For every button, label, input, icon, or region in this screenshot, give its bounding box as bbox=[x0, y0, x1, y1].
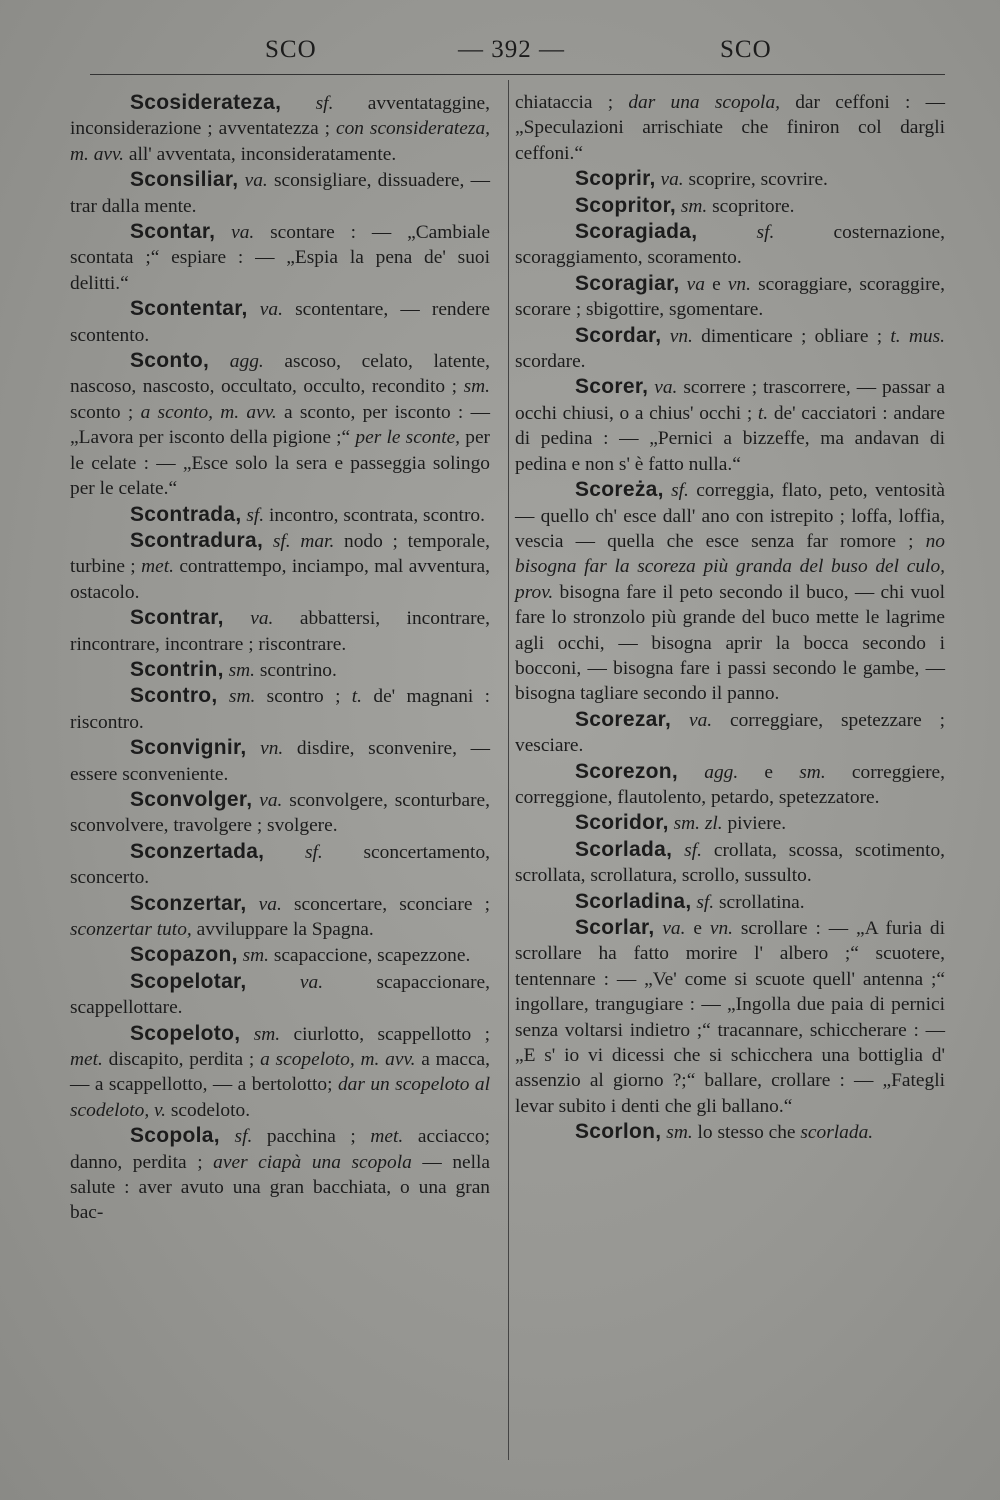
entry-headword: Sconzertada, bbox=[130, 839, 265, 863]
entry-italic-text: sm. bbox=[799, 761, 826, 783]
dictionary-entry bbox=[70, 90, 490, 167]
entry-italic-text: agg. bbox=[209, 351, 264, 373]
entry-italic-text: va. bbox=[223, 608, 274, 630]
entry-italic-text: per le sconte, bbox=[355, 427, 461, 449]
entry-text: dar ceffoni : — „Speculazioni arrischiate che finiron col dargli ceffoni.“ bbox=[515, 92, 945, 164]
dictionary-entry bbox=[515, 219, 945, 271]
dictionary-entry bbox=[70, 528, 490, 605]
entry-italic-text: sf. bbox=[264, 841, 323, 863]
entry-italic-text: va. bbox=[246, 971, 324, 993]
dictionary-entry bbox=[515, 889, 945, 915]
entry-italic-text: t. mus. bbox=[890, 325, 945, 347]
entry-italic-text: sm. bbox=[661, 1122, 693, 1144]
entry-text: avventataggine, inconsiderazione ; avventatezza ; bbox=[70, 93, 490, 140]
dictionary-entry bbox=[70, 605, 490, 657]
entry-italic-text: con sconsiderateza, m. avv. bbox=[70, 118, 490, 165]
entry-text: a macca, — a scappellotto, — a bertolotto; bbox=[70, 1049, 490, 1096]
entry-headword: Scorlon, bbox=[575, 1120, 662, 1144]
entry-text: discapito, perdita ; bbox=[102, 1049, 261, 1071]
entry-italic-text: sm. bbox=[676, 195, 708, 217]
entry-text: e bbox=[704, 273, 728, 295]
entry-text: a sconto, per isconto : — „Lavora per isconto della pigione ;“ bbox=[70, 401, 490, 449]
dictionary-entry bbox=[70, 502, 490, 528]
entry-italic-text: va. bbox=[247, 299, 283, 321]
dictionary-entry bbox=[515, 271, 945, 323]
left-column bbox=[70, 90, 490, 1226]
entry-text: sconcertamento, sconcerto. bbox=[70, 841, 490, 889]
entry-text: incontro, scontrata, scontro. bbox=[264, 504, 485, 526]
entry-headword: Scorer, bbox=[575, 375, 649, 399]
entry-text: — nella salute : aver avuto una gran bacchiata, o una gran bac- bbox=[70, 1151, 490, 1224]
entry-text: contrattempo, inciampo, mal avventura, ostacolo. bbox=[70, 556, 490, 603]
entry-text: all' avventata, inconsideratamente. bbox=[124, 143, 397, 165]
entry-italic-text: met. bbox=[141, 556, 174, 578]
dictionary-entry bbox=[515, 90, 945, 166]
entry-italic-text: agg. bbox=[678, 761, 739, 783]
entry-text: dimenticare ; obliare ; bbox=[692, 325, 891, 347]
entry-headword: Scopazon, bbox=[130, 943, 238, 967]
entry-italic-text: sf. bbox=[663, 480, 689, 502]
dictionary-entry bbox=[70, 348, 490, 501]
entry-italic-text: va. bbox=[655, 169, 684, 191]
entry-headword: Scontrada, bbox=[130, 502, 242, 526]
entry-text: scapaccionare, scappellottare. bbox=[70, 971, 490, 1019]
dictionary-entry bbox=[70, 1021, 490, 1124]
entry-headword: Sconzertar, bbox=[130, 891, 247, 915]
entry-italic-text: sf. bbox=[281, 93, 334, 114]
entry-italic-text: sf. bbox=[672, 839, 702, 861]
entry-italic-text: va. bbox=[654, 918, 686, 939]
entry-headword: Scorladina, bbox=[575, 889, 692, 913]
entry-headword: Scontar, bbox=[130, 220, 216, 244]
entry-italic-text: a sconto, m. avv. bbox=[140, 401, 277, 423]
dictionary-entry bbox=[70, 296, 490, 348]
entry-headword: Scorlar, bbox=[575, 916, 655, 939]
entry-italic-text: sf. bbox=[691, 891, 715, 913]
entry-italic-text: met. bbox=[70, 1049, 103, 1071]
entry-italic-text: met. bbox=[370, 1126, 404, 1148]
dictionary-entry bbox=[515, 166, 945, 192]
entry-headword: Scopritor, bbox=[575, 193, 677, 217]
entry-headword: Scorezon, bbox=[575, 759, 679, 783]
entry-headword: Scopelotar, bbox=[130, 969, 247, 993]
entry-text: per le celate : — „Esce solo la sera e passeggia solingo per le celate.“ bbox=[70, 427, 491, 500]
entry-italic-text: aver ciapà una scopola bbox=[213, 1151, 412, 1173]
entry-text: scrollare : — „A furia di scrollare ha fatto morire l' albero ;“ scuotere, tentennare : — „Ve' come si scuote quell' antenna ;“ ingollare, trangugiare : — „Ingolla due paia di pernici senza voltarsi indietro ;“ tracannare, schiccherare : — „E s' io vi dicessi che si schicchera una bottiglia d' assenzio al giorno ?;“ ballare, crollare : — „Fategli levar subito i denti che gli ballano.“ bbox=[515, 918, 945, 1117]
entry-headword: Sconto, bbox=[130, 349, 210, 373]
entry-headword: Scoragiada, bbox=[575, 220, 698, 244]
entry-italic-text: no bisogna far la scoreza più granda del buso del culo, prov. bbox=[515, 530, 945, 603]
dictionary-entry bbox=[70, 219, 490, 296]
entry-text: scontentare, — rendere scontento. bbox=[70, 299, 490, 346]
entry-text: avviluppare la Spagna. bbox=[191, 919, 374, 940]
entry-text: scapaccione, scapezzone. bbox=[268, 945, 471, 967]
entry-italic-text: sf. mar. bbox=[263, 530, 335, 552]
dictionary-entry bbox=[515, 810, 945, 836]
entry-text: acciacco; danno, perdita ; bbox=[70, 1126, 490, 1173]
header-left-guide-word: SCO bbox=[265, 36, 317, 63]
dictionary-entry bbox=[515, 837, 945, 889]
dictionary-entry bbox=[515, 759, 945, 811]
entry-headword: Scontro, bbox=[130, 684, 218, 708]
entry-headword: Scorlada, bbox=[575, 837, 673, 861]
entry-text: e bbox=[738, 761, 800, 783]
entry-italic-text: va. bbox=[215, 222, 255, 244]
entry-italic-text: a scopeloto, m. avv. bbox=[260, 1049, 416, 1071]
entry-italic-text: sm. bbox=[463, 376, 490, 398]
dictionary-entry bbox=[70, 1123, 490, 1226]
dictionary-entry bbox=[515, 707, 945, 759]
dictionary-entry bbox=[70, 787, 490, 839]
entry-text: scrollatina. bbox=[714, 891, 805, 913]
entry-italic-text: sconzertar tuto, bbox=[70, 919, 192, 940]
entry-text: sconsigliare, dissuadere, — trar dalla mente. bbox=[70, 170, 490, 217]
entry-italic-text: va. bbox=[252, 789, 283, 811]
entry-italic-text: vn. bbox=[661, 325, 693, 347]
column-divider bbox=[508, 80, 509, 1460]
entry-headword: Scontrar, bbox=[130, 606, 224, 630]
entry-italic-text: sm. bbox=[240, 1023, 281, 1045]
entry-headword: Scoreża, bbox=[575, 478, 664, 502]
entry-text: scontrino. bbox=[254, 659, 337, 681]
header-rule bbox=[90, 74, 945, 75]
entry-italic-text: t. bbox=[351, 686, 363, 708]
entry-headword: Scontradura, bbox=[130, 528, 264, 552]
entry-italic-text: vn. bbox=[709, 918, 733, 939]
entry-text: sconto ; bbox=[70, 401, 141, 423]
entry-italic-text: sf. bbox=[697, 222, 775, 244]
entry-text: correggiere, correggione, flautolento, petardo, spetezzatore. bbox=[515, 761, 946, 808]
entry-italic-text: sf. bbox=[241, 504, 265, 526]
dictionary-entry bbox=[70, 735, 490, 787]
entry-text: nodo ; temporale, turbine ; bbox=[70, 530, 490, 578]
entry-text: sconcertare, sconciare ; bbox=[281, 893, 490, 915]
entry-headword: Sconvolger, bbox=[130, 787, 253, 811]
entry-italic-text: va bbox=[679, 273, 705, 295]
entry-text: lo stesso che bbox=[692, 1122, 801, 1144]
entry-headword: Sconsiliar, bbox=[130, 168, 239, 192]
entry-italic-text: vn. bbox=[246, 738, 284, 760]
dictionary-entry bbox=[515, 915, 945, 1119]
entry-text: costernazione, scoraggiamento, scoramento. bbox=[515, 222, 945, 269]
entry-text: correggia, flato, peto, ventosità — quello ch' esce dall' ano con istrepito ; loffa, loffia, vescia — quella che esce senza far romore ; bbox=[515, 480, 945, 552]
entry-italic-text: va. bbox=[246, 893, 282, 915]
entry-headword: Sconvignir, bbox=[130, 736, 247, 760]
entry-text: piviere. bbox=[722, 813, 787, 835]
entry-italic-text: sm. bbox=[237, 945, 269, 967]
entry-text: scopritore. bbox=[707, 195, 795, 217]
entry-headword: Scorezar, bbox=[575, 707, 672, 731]
dictionary-entry bbox=[70, 657, 490, 683]
page-number: — 392 — bbox=[458, 36, 565, 63]
entry-headword: Scosiderateza, bbox=[130, 91, 282, 114]
dictionary-entry bbox=[70, 969, 490, 1021]
entry-italic-text: sm. bbox=[217, 686, 256, 708]
page-header bbox=[0, 36, 1000, 76]
entry-italic-text: scorlada. bbox=[800, 1122, 874, 1144]
entry-text: scordare. bbox=[515, 351, 586, 373]
entry-text: scodeloto. bbox=[166, 1099, 251, 1121]
entry-headword: Scontrin, bbox=[130, 657, 224, 681]
entry-text: correggiare, spetezzare ; vesciare. bbox=[515, 709, 945, 757]
entry-text: de' magnani : riscontro. bbox=[70, 686, 491, 733]
entry-text: abbattersi, incontrare, rincontrare, incontrare ; riscontrare. bbox=[70, 608, 490, 655]
entry-text: ciurlotto, scappellotto ; bbox=[280, 1023, 490, 1045]
entry-italic-text: va. bbox=[648, 377, 678, 399]
entry-text: e bbox=[685, 918, 710, 939]
entry-text: scontro ; bbox=[255, 686, 352, 708]
entry-text: de' cacciatori : andare di pedina : — „Pernici a bizzeffe, ma andavan di pedina e non s' è fatto nulla.“ bbox=[515, 402, 945, 475]
entry-text: scorrere ; trascorrere, — passar a occhi chiusi, o a chius' occhi ; bbox=[515, 377, 946, 424]
entry-text: bisogna fare il peto secondo il buco, — chi vuol fare lo stronzolo più grande del buco mette le lagrime agli occhi, — bisogna aprir la bocca secondo i bocconi, — bisogna fare i passi secondo le gambe, — bisogna tagliare secondo il panno. bbox=[515, 581, 945, 705]
entry-text: disdire, sconvenire, — essere sconveniente. bbox=[70, 738, 490, 785]
entry-text: scoprire, scovrire. bbox=[683, 169, 828, 191]
dictionary-entry bbox=[70, 839, 490, 891]
entry-italic-text: sm. bbox=[223, 659, 255, 681]
entry-italic-text: sm. zl. bbox=[668, 813, 723, 835]
entry-headword: Scontentar, bbox=[130, 297, 248, 321]
entry-italic-text: dar una scopola, bbox=[628, 92, 780, 113]
entry-text: pacchina ; bbox=[252, 1126, 371, 1148]
dictionary-entry bbox=[515, 323, 945, 375]
right-column bbox=[515, 90, 945, 1146]
dictionary-entry bbox=[515, 1119, 945, 1145]
dictionary-entry bbox=[70, 683, 490, 735]
entry-text: scoraggiare, scoraggire, scorare ; sbigottire, sgomentare. bbox=[515, 273, 945, 321]
dictionary-entry bbox=[515, 193, 945, 219]
entry-headword: Scopola, bbox=[130, 1124, 220, 1148]
entry-italic-text: vn. bbox=[727, 273, 751, 295]
entry-text: ascoso, celato, latente, nascoso, nascosto, occultato, occulto, recondito ; bbox=[70, 351, 491, 398]
entry-italic-text: va. bbox=[671, 709, 713, 731]
entry-italic-text: va. bbox=[238, 170, 268, 192]
entry-headword: Scoridor, bbox=[575, 811, 669, 835]
entry-text: scontare : — „Cambiale scontata ;“ espiare : — „Espia la pena de' suoi delitti.“ bbox=[70, 222, 491, 294]
header-right-guide-word: SCO bbox=[720, 36, 772, 63]
dictionary-entry bbox=[70, 167, 490, 219]
entry-italic-text: t. bbox=[757, 402, 769, 424]
entry-headword: Scordar, bbox=[575, 323, 662, 347]
dictionary-entry bbox=[70, 891, 490, 943]
entry-text: crollata, scossa, scotimento, scrollata, scrollatura, scrollo, sussulto. bbox=[515, 839, 945, 887]
entry-text: sconvolgere, sconturbare, sconvolvere, travolgere ; svolgere. bbox=[70, 789, 490, 837]
entry-headword: Scopeloto, bbox=[130, 1021, 241, 1045]
entry-text: chiataccia ; bbox=[515, 92, 629, 113]
entry-headword: Scoprir, bbox=[575, 167, 656, 191]
dictionary-entry bbox=[70, 942, 490, 968]
dictionary-entry bbox=[515, 477, 945, 707]
entry-italic-text: dar un scopeloto al scodeloto, v. bbox=[70, 1074, 490, 1121]
entry-headword: Scoragiar, bbox=[575, 271, 680, 295]
dictionary-entry bbox=[515, 374, 945, 477]
entry-italic-text: sf. bbox=[219, 1126, 253, 1148]
